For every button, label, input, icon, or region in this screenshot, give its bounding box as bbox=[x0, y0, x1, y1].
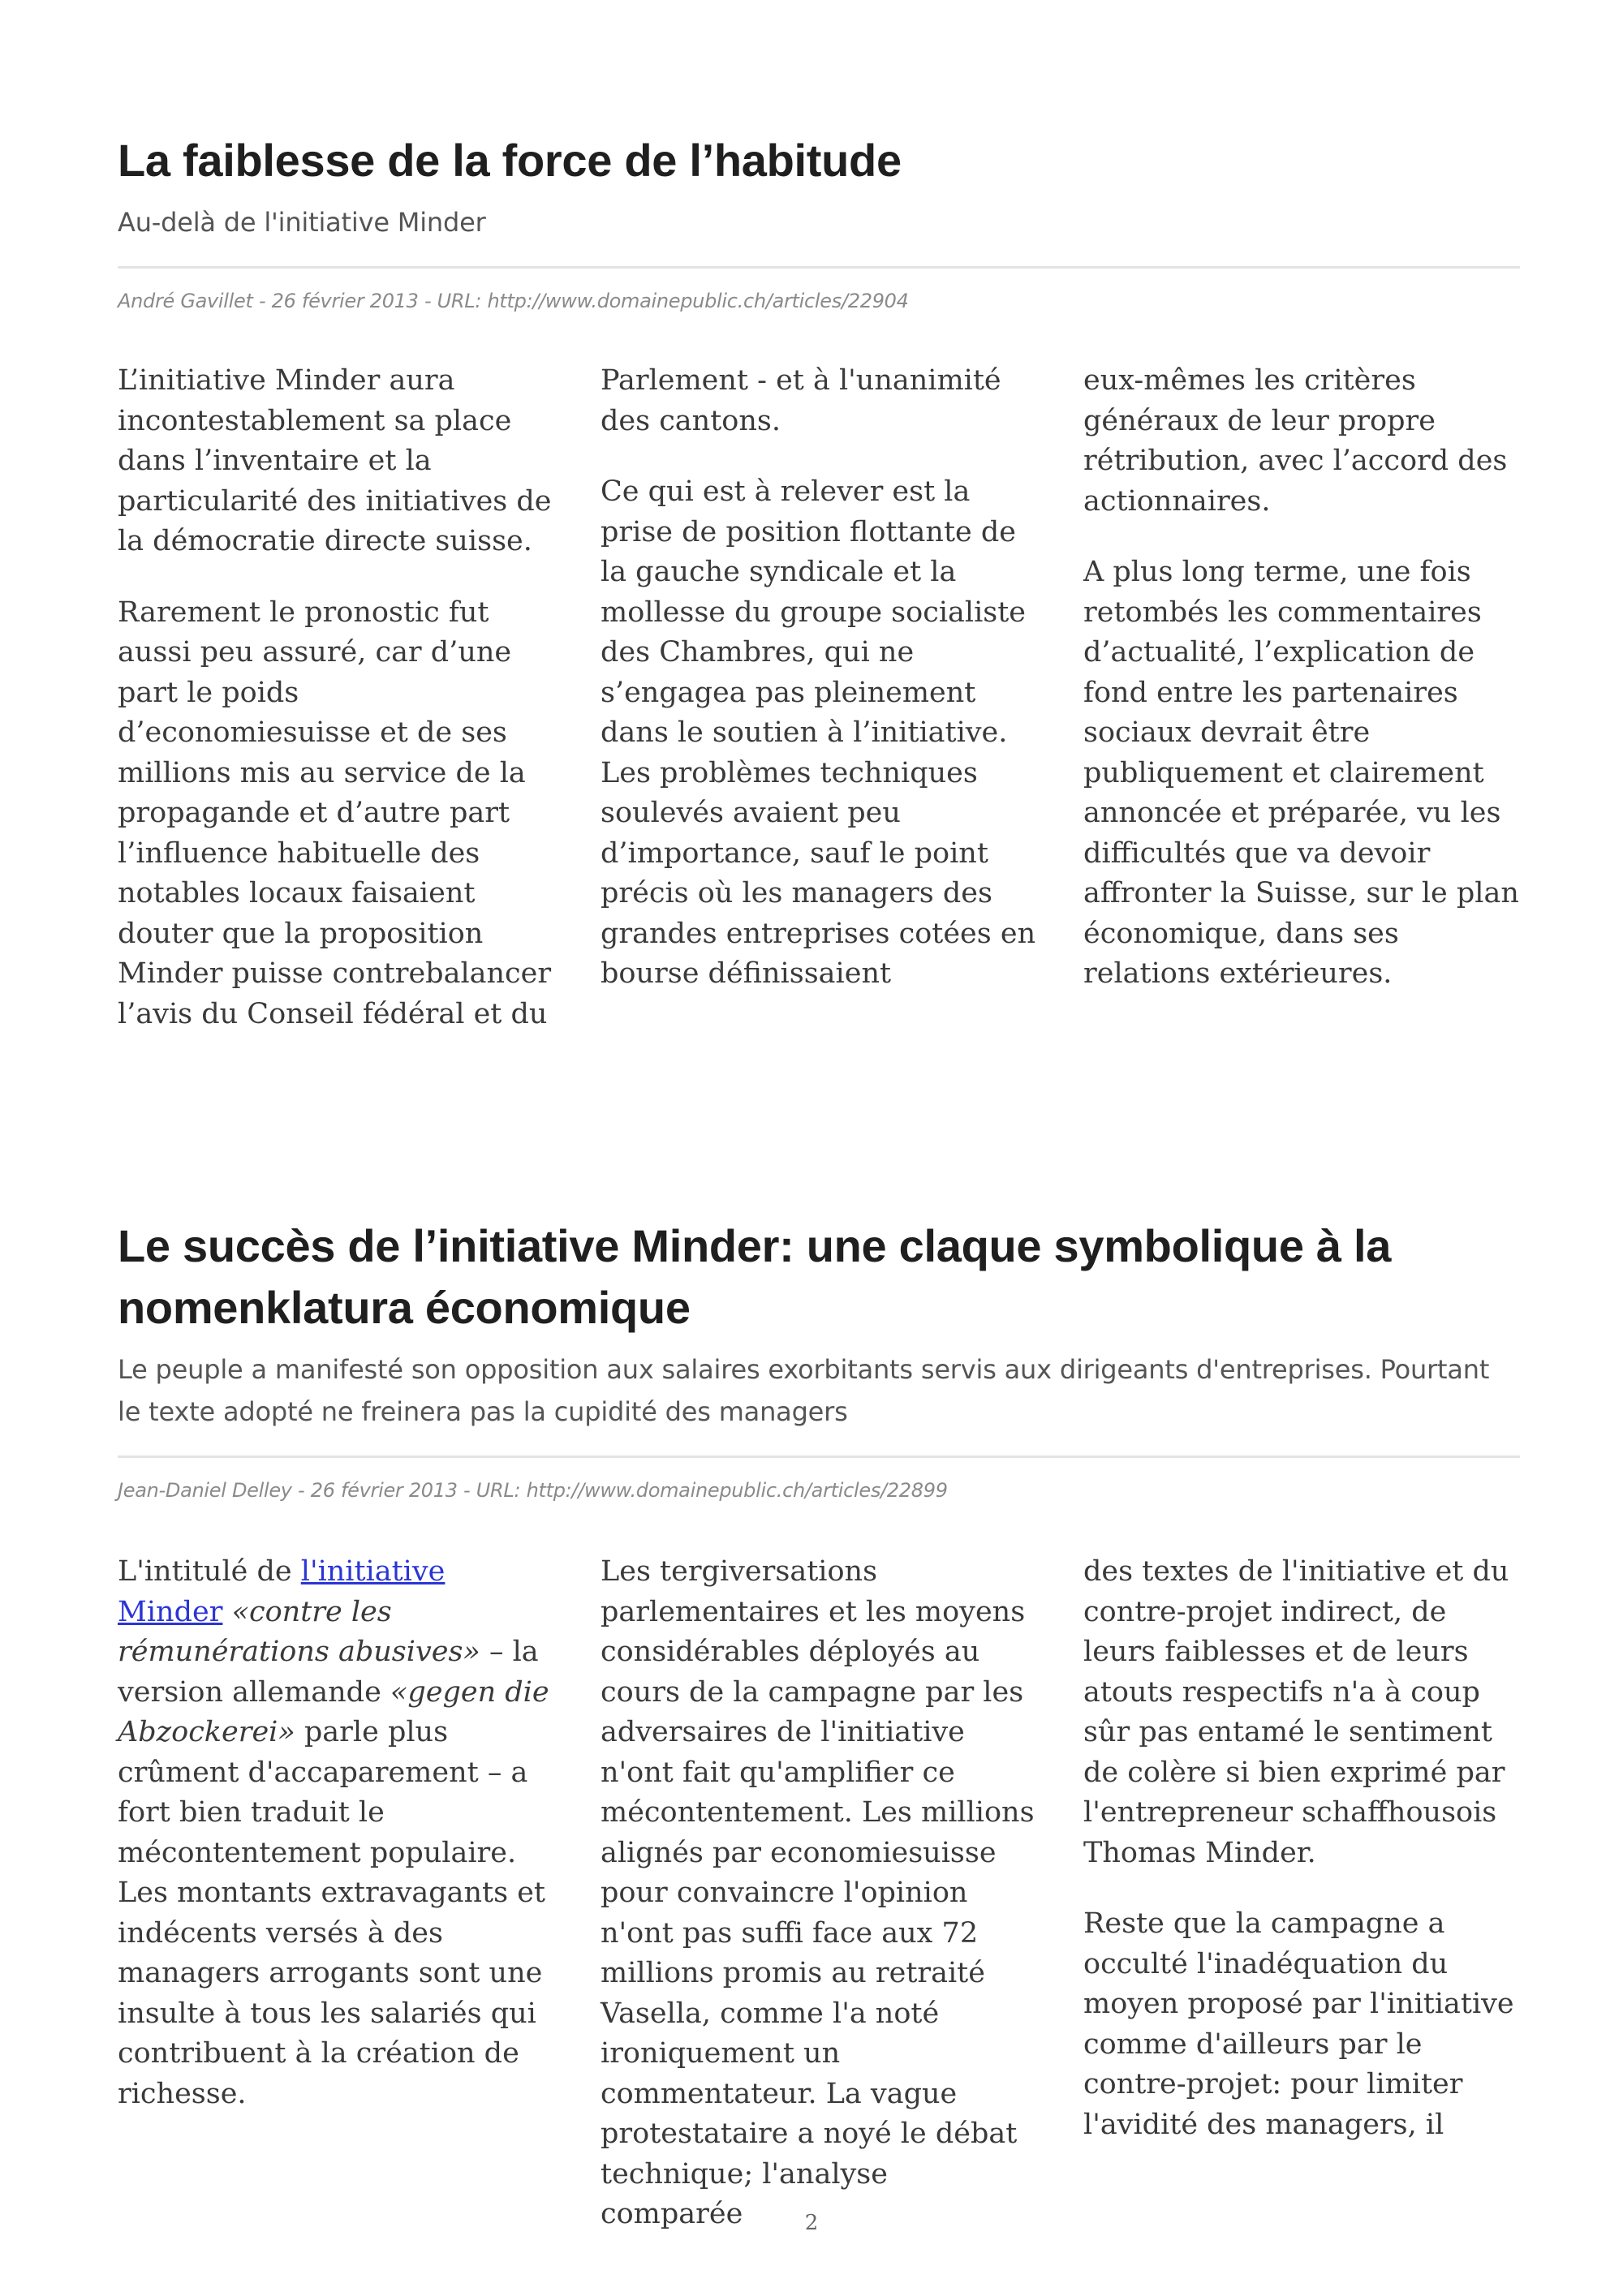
page-number: 2 bbox=[804, 2211, 819, 2235]
article-subtitle: Au-delà de l'initiative Minder bbox=[118, 207, 486, 238]
byline-date: 26 février 2013 bbox=[310, 1479, 458, 1502]
byline-author: Jean-Daniel Delley bbox=[118, 1479, 292, 1502]
article-byline: Jean-Daniel Delley - 26 février 2013 - URL: http://www.domainepublic.ch/articles/22899 bbox=[118, 1479, 948, 1502]
paragraph: Rarement le pronostic fut aussi peu assuré, car d’une part le poids d’economiesuisse et de ses millions mis au service de la propagande et d’autre part l’influence habituelle des notables locaux faisaient douter que la proposition Minder puisse contrebalancer l’avis du Conseil fédéral et du bbox=[118, 595, 552, 1030]
paragraph: des textes de l'initiative et du contre-projet indirect, de leurs faiblesses et de leurs atouts respectifs n'a à coup sûr pas entamé le sentiment de colère si bien exprimé par l'entrepreneur schaffhousois Thomas Minder. bbox=[1083, 1555, 1509, 1869]
byline-url-label: URL: bbox=[437, 290, 482, 312]
initiative-minder-link[interactable]: l'initiative Minder bbox=[118, 1555, 446, 1628]
byline-author: André Gavillet bbox=[118, 290, 253, 312]
paragraph: A plus long terme, une fois retombés les commentaires d’actualité, l’explication de fond entre les partenaires sociaux devrait être publiquement et clairement annoncée et préparée, vu les difficultés que va devoir affronter la Suisse, sur le plan économique, dans ses relations extérieures. bbox=[1083, 556, 1519, 990]
text-column-2 bbox=[601, 1552, 1037, 2235]
byline-url-label: URL: bbox=[476, 1479, 521, 1502]
italic-quote: «gegen die Abzockerei» bbox=[118, 1675, 549, 1748]
text-column-1 bbox=[118, 361, 554, 1034]
text-column-2 bbox=[601, 361, 1037, 1034]
paragraph: L’initiative Minder aura incontestablement sa place dans l’inventaire et la particularité des initiatives de la démocratie directe suisse. bbox=[118, 364, 552, 557]
byline-url: http://www.domainepublic.ch/articles/22904 bbox=[487, 290, 909, 312]
article-habitude bbox=[118, 130, 1520, 1034]
article-body bbox=[118, 1552, 1520, 2235]
article-title: La faiblesse de la force de l’habitude bbox=[118, 135, 902, 186]
paragraph bbox=[118, 1552, 554, 2114]
text-column-3 bbox=[1083, 1552, 1520, 2235]
byline-url: http://www.domainepublic.ch/articles/22899 bbox=[526, 1479, 948, 1502]
article-subtitle: Le peuple a manifesté son opposition aux salaires exorbitants servis aux dirigeants d'entreprises. Pourtant le texte adopté ne freinera pas la cupidité des managers bbox=[118, 1354, 1490, 1427]
text-run: parle plus crûment d'accaparement – a fort bien traduit le mécontentement populaire. Les montants extravagants et indécents versés à des managers arrogants sont une insulte à tous les salariés qui contribuent à la création de richesse. bbox=[118, 1716, 545, 2110]
text-column-3 bbox=[1083, 361, 1520, 1034]
paragraph: Parlement - et à l'unanimité des cantons. bbox=[601, 364, 1001, 437]
text-run: – la version allemande bbox=[118, 1636, 539, 1709]
article-body bbox=[118, 361, 1520, 1034]
paragraph: Reste que la campagne a occulté l'inadéquation du moyen proposé par l'initiative comme d'ailleurs par le contre-projet: pour limiter l'avidité des managers, il bbox=[1083, 1907, 1514, 2141]
divider bbox=[118, 1455, 1520, 1458]
italic-quote: «contre les rémunérations abusives» bbox=[118, 1595, 480, 1668]
paragraph: Ce qui est à relever est la prise de position flottante de la gauche syndicale et la mollesse du groupe socialiste des Chambres, qui ne s’engagea pas pleinement dans le soutien à l’initiative. Les problèmes techniques soulevés avaient peu d’importance, sauf le point précis où les managers des grandes entreprises cotées en bourse définissaient bbox=[601, 475, 1036, 990]
byline-date: 26 février 2013 bbox=[271, 290, 419, 312]
text-run: L'intitulé de bbox=[118, 1555, 301, 1588]
paragraph: eux-mêmes les critères généraux de leur propre rétribution, avec l’accord des actionnaires. bbox=[1083, 364, 1508, 518]
text-run bbox=[222, 1596, 231, 1628]
paragraph: Les tergiversations parlementaires et les moyens considérables déployés au cours de la campagne par les adversaires de l'initiative n'ont fait qu'amplifier ce mécontentement. Les millions alignés par economiesuisse pour convaincre l'opinion n'ont pas suffi face aux 72 millions promis au retraité Vasella, comme l'a noté ironiquement un commentateur. La vague protestataire a noyé le débat technique; l'analyse comparée bbox=[601, 1555, 1035, 2230]
text-column-1 bbox=[118, 1552, 554, 2235]
article-title: Le succès de l’initiative Minder: une claque symbolique à la nomenklatura économique bbox=[118, 1220, 1392, 1333]
article-minder-success bbox=[118, 1215, 1520, 2235]
divider bbox=[118, 266, 1520, 269]
article-byline: André Gavillet - 26 février 2013 - URL: http://www.domainepublic.ch/articles/22904 bbox=[118, 290, 909, 312]
